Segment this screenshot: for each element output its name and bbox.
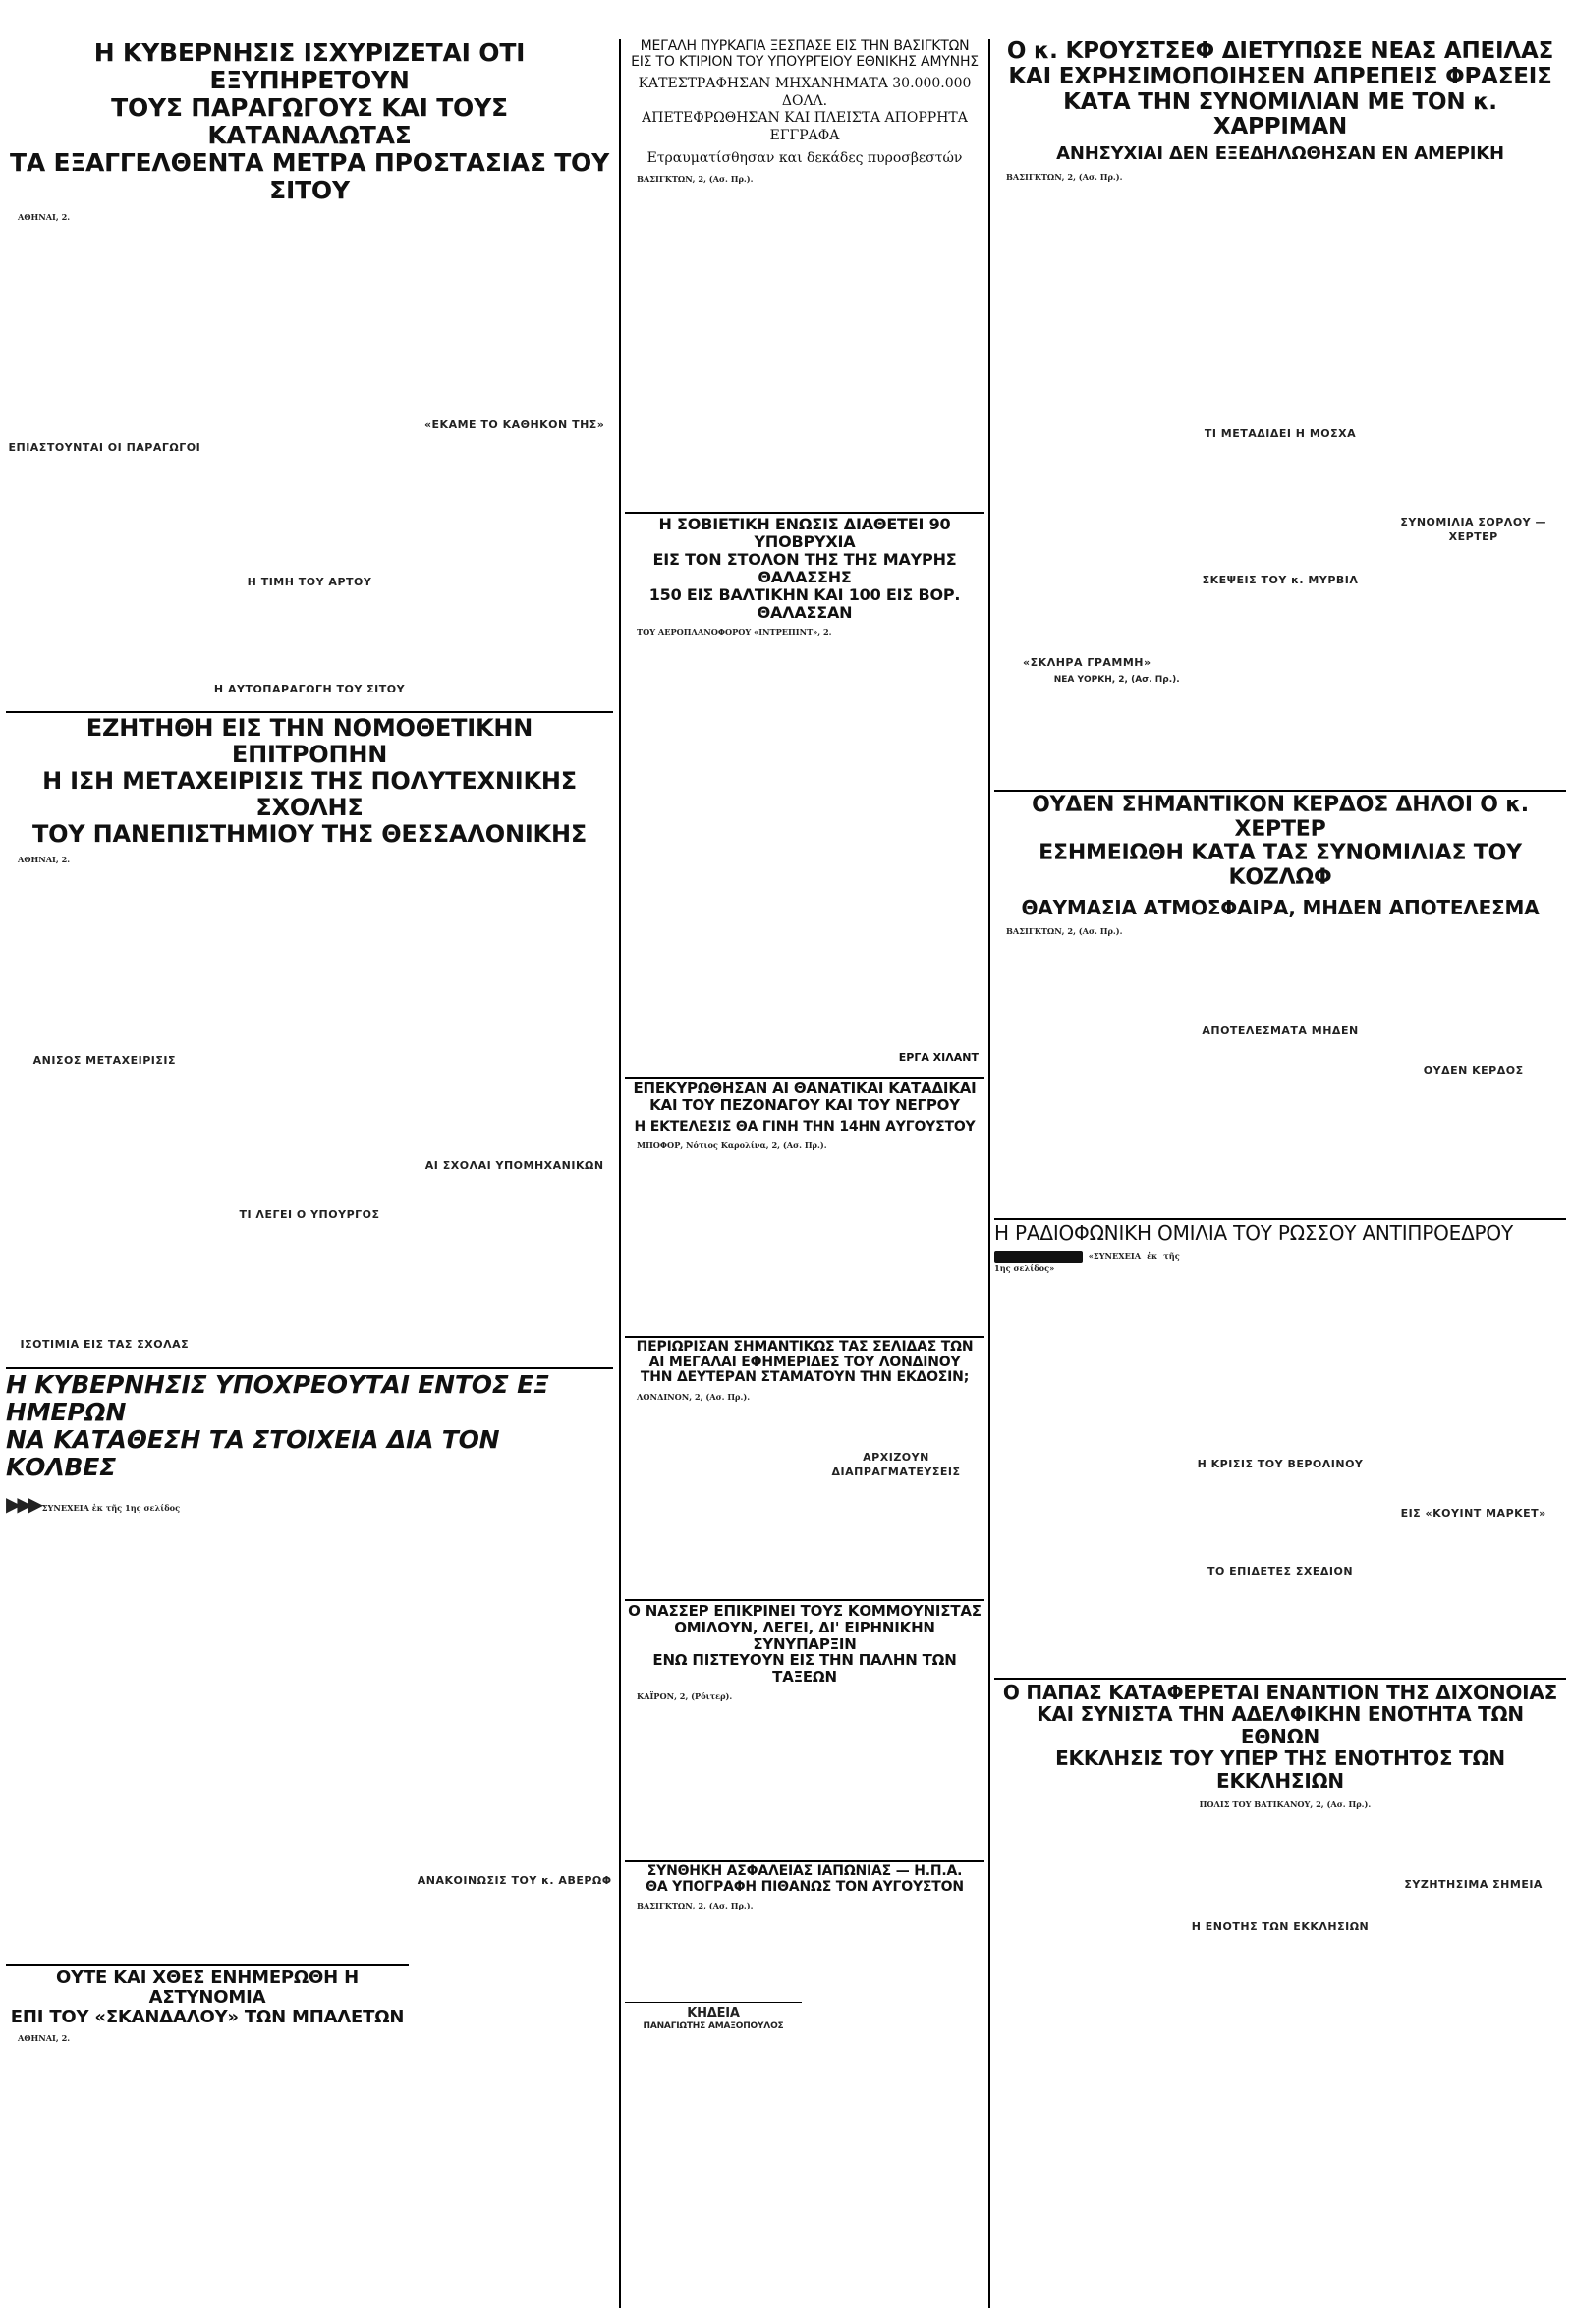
section-rule: [994, 790, 1566, 792]
headline: ΣΥΝΘΗΚΗ ΑΣΦΑΛΕΙΑΣ ΙΑΠΩΝΙΑΣ — Η.Π.Α. ΘΑ ΥΠΟΓΡΑΦΗ ΠΙΘΑΝΩΣ ΤΟΝ ΑΥΓΟΥΣΤΟΝ: [646, 1864, 964, 1895]
article-ypovrychia: [625, 516, 984, 1076]
dateline: ΑΘΗΝΑΙ, 2.: [18, 212, 71, 222]
section-rule: [625, 1599, 984, 1601]
article-balleta: [6, 1968, 409, 2312]
subhead: ΤΙ ΜΕΤΑΔΙΔΕΙ Η ΜΟΣΧΑ: [1204, 427, 1357, 441]
dateline: ΚΑΪΡΟΝ, 2, (Ρόιτερ).: [637, 1690, 733, 1701]
section-rule: [994, 1678, 1566, 1680]
subhead: Η ΑΥΤΟΠΑΡΑΓΩΓΗ ΤΟΥ ΣΙΤΟΥ: [213, 682, 406, 695]
section-rule: [625, 1860, 984, 1862]
article-polytechniki: [6, 715, 613, 1363]
notice-title: ΚΗΔΕΙΑ: [687, 2006, 740, 2021]
deck: ΑΝΗΣΥΧΙΑΙ ΔΕΝ ΕΞΕΔΗΛΩΘΗΣΑΝ ΕΝ ΑΜΕΡΙΚΗ: [1056, 143, 1504, 164]
deck: ΘΑΥΜΑΣΙΑ ΑΤΜΟΣΦΑΙΡΑ, ΜΗΔΕΝ ΑΠΟΤΕΛΕΣΜΑ: [1021, 895, 1540, 919]
article-sitou: [6, 39, 613, 707]
article-kolbes: [6, 1371, 613, 1961]
headline: Η ΣΟΒΙΕΤΙΚΗ ΕΝΩΣΙΣ ΔΙΑΘΕΤΕΙ 90 ΥΠΟΒΡΥΧΙΑ ΕΙΣ ΤΟΝ ΣΤΟΛΟΝ ΤΗΣ ΤΗΣ ΜΑΥΡΗΣ ΘΑΛΑΣΣΗΣ 150 ΕΙΣ ΒΑΛΤΙΚΗΝ ΚΑΙ 100 ΕΙΣ ΒΟΡ. ΘΑΛΑΣΣΑΝ: [648, 516, 961, 622]
dateline: ΠΟΛΙΣ ΤΟΥ ΒΑΤΙΚΑΝΟΥ, 2, (Ασ. Πρ.).: [1199, 1798, 1372, 1809]
ink-ornament-icon: [994, 1251, 1083, 1263]
dateline: ΤΟΥ ΑΕΡΟΠΛΑΝΟΦΟΡΟΥ «ΙΝΤΡΕΠΙΝΤ», 2.: [637, 627, 832, 637]
dateline: ΑΘΗΝΑΙ, 2.: [18, 855, 71, 865]
article-pyrkagia: [625, 39, 984, 511]
subhead: ΣΚΕΨΕΙΣ ΤΟΥ κ. ΜΥΡΒΙΛ: [1202, 573, 1359, 586]
section-rule: [625, 1336, 984, 1338]
subhead: Η ΤΙΜΗ ΤΟΥ ΑΡΤΟΥ: [247, 576, 372, 588]
headline: ΟΥΔΕΝ ΣΗΜΑΝΤΙΚΟΝ ΚΕΡΔΟΣ ΔΗΛΟΙ Ο κ. ΧΕΡΤΕΡ ΕΣΗΜΕΙΩΘΗ ΚΑΤΑ ΤΑΣ ΣΥΝΟΜΙΛΙΑΣ ΤΟΥ ΚΟΖΛΩΦ: [1032, 794, 1529, 890]
article-iaponia: [625, 1864, 984, 2316]
article-nasser: [625, 1603, 984, 1858]
dateline: ΒΑΣΙΓΚΤΩΝ, 2, (Ασ. Πρ.).: [1006, 172, 1123, 183]
dateline: ΜΠΟΦΟΡ, Νότιος Καρολίνα, 2, (Ασ. Πρ.).: [637, 1140, 827, 1151]
subhead: ΑΝΙΣΟΣ ΜΕΤΑΧΕΙΡΙΣΙΣ: [32, 1054, 177, 1068]
section-rule: [625, 1077, 984, 1079]
headline: ΜΕΓΑΛΗ ΠΥΡΚΑΓΙΑ ΞΕΣΠΑΣΕ ΕΙΣ ΤΗΝ ΒΑΣΙΓΚΤΩΝ ΕΙΣ ΤΟ ΚΤΙΡΙΟΝ ΤΟΥ ΥΠΟΥΡΓΕΙΟΥ ΕΘΝΙΚΗΣ ΑΜΥΝΗΣ: [631, 39, 979, 70]
deck: ΚΑΤΕΣΤΡΑΦΗΣΑΝ ΜΗΧΑΝΗΜΑΤΑ 30.000.000 ΔΟΛΛ. ΑΠΕΤΕΦΡΩΘΗΣΑΝ ΚΑΙ ΠΛΕΙΣΤΑ ΑΠΟΡΡΗΤΑ ΕΓΓΡΑΦΑ: [638, 76, 972, 143]
deck: Η ΕΚΤΕΛΕΣΙΣ ΘΑ ΓΙΝΗ ΤΗΝ 14ΗΝ ΑΥΓΟΥΣΤΟΥ: [634, 1118, 976, 1134]
section-rule: [6, 1367, 613, 1369]
section-rule: [6, 1964, 409, 1966]
subhead: ΕΙΣ «ΚΟΥΙΝΤ ΜΑΡΚΕΤ»: [1400, 1507, 1546, 1521]
arrows-icon: ▶▶▶: [6, 1492, 40, 1516]
headline: ΕΖΗΤΗΘΗ ΕΙΣ ΤΗΝ ΝΟΜΟΘΕΤΙΚΗΝ ΕΠΙΤΡΟΠΗΝ Η ΙΣΗ ΜΕΤΑΧΕΙΡΙΣΙΣ ΤΗΣ ΠΟΛΥΤΕΧΝΙΚΗΣ ΣΧΟΛΗΣ ΤΟΥ ΠΑΝΕΠΙΣΤΗΜΙΟΥ ΤΗΣ ΘΕΣΣΑΛΟΝΙΚΗΣ: [31, 715, 588, 848]
lead: «ΣΥΝΕΧΕΙΑ ἐκ τῆς 1ης σελίδος»: [994, 1251, 1180, 1274]
tagline: Ετραυματίσθησαν και δεκάδες πυροσβεστών: [646, 150, 963, 167]
subhead: ΑΙ ΣΧΟΛΑΙ ΥΠΟΜΗΧΑΝΙΚΩΝ: [424, 1159, 604, 1173]
headline: Η ΚΥΒΕΡΝΗΣΙΣ ΥΠΟΧΡΕΟΥΤΑΙ ΕΝΤΟΣ ΕΞ ΗΜΕΡΩΝ ΝΑ ΚΑΤΑΘΕΣΗ ΤΑ ΣΤΟΙΧΕΙΑ ΔΙΑ ΤΟΝ ΚΟΛΒΕΣ: [6, 1371, 549, 1481]
subhead: ΑΝΑΚΟΙΝΩΣΙΣ ΤΟΥ κ. ΑΒΕΡΩΦ: [417, 1874, 612, 1887]
column-rule: [619, 39, 621, 2308]
subhead: ΙΣΟΤΙΜΙΑ ΕΙΣ ΤΑΣ ΣΧΟΛΑΣ: [20, 1337, 190, 1351]
signature: ΝΕΑ ΥΟΡΚΗ, 2, (Ασ. Πρ.).: [1053, 674, 1180, 685]
subhead: «ΣΚΛΗΡΑ ΓΡΑΜΜΗ»: [1023, 655, 1151, 669]
column-rule: [988, 39, 990, 2308]
lead: ΣΥΝΕΧΕΙΑ ἐκ τῆς 1ης σελίδος: [41, 1503, 181, 1513]
subhead: ΤΙ ΛΕΓΕΙ Ο ΥΠΟΥΡΓΟΣ: [239, 1208, 380, 1222]
article-harter: [994, 794, 1566, 1216]
headline: Ο ΝΑΣΣΕΡ ΕΠΙΚΡΙΝΕΙ ΤΟΥΣ ΚΟΜΜΟΥΝΙΣΤΑΣ ΟΜΙΛΟΥΝ, ΛΕΓΕΙ, ΔΙ' ΕΙΡΗΝΙΚΗΝ ΣΥΝΥΠΑΡΞΙΝ ΕΝΩ ΠΙΣΤΕΥΟΥΝ ΕΙΣ ΤΗΝ ΠΑΛΗΝ ΤΩΝ ΤΑΞΕΩΝ: [628, 1603, 982, 1687]
notice-name: ΠΑΝΑΓΙΩΤΗΣ ΑΜΑΞΟΠΟΥΛΟΣ: [643, 2020, 784, 2031]
subhead: ΟΥΔΕΝ ΚΕΡΔΟΣ: [1423, 1063, 1524, 1077]
dateline: ΒΑΣΙΓΚΤΩΝ, 2, (Ασ. Πρ.).: [1006, 925, 1123, 936]
article-kroustsef: [994, 39, 1566, 786]
subhead: ΣΥΝΟΜΙΛΙΑ ΣΟΡΛΟΥ — ΧΕΡΤΕΡ: [1400, 516, 1546, 543]
subhead: ΑΡΧΙΖΟΥΝ ΔΙΑΠΡΑΓΜΑΤΕΥΣΕΙΣ: [831, 1451, 961, 1478]
subhead: ΤΟ ΕΠΙΔΕΤΕΣ ΣΧΕΔΙΟΝ: [1207, 1564, 1354, 1577]
headline: ΕΠΕΚΥΡΩΘΗΣΑΝ ΑΙ ΘΑΝΑΤΙΚΑΙ ΚΑΤΑΔΙΚΑΙ ΚΑΙ ΤΟΥ ΠΕΖΟΝΑΓΟΥ ΚΑΙ ΤΟΥ ΝΕΓΡΟΥ: [633, 1080, 977, 1114]
section-rule: [994, 1218, 1566, 1220]
article-radiofoniki: [994, 1222, 1566, 1674]
headline: ΠΕΡΙΩΡΙΣΑΝ ΣΗΜΑΝΤΙΚΩΣ ΤΑΣ ΣΕΛΙΔΑΣ ΤΩΝ ΑΙ ΜΕΓΑΛΑΙ ΕΦΗΜΕΡΙΔΕΣ ΤΟΥ ΛΟΝΔΙΝΟΥ ΤΗΝ ΔΕΥΤΕΡΑΝ ΣΤΑΜΑΤΟΥΝ ΤΗΝ ΕΚΔΟΣΙΝ;: [636, 1340, 974, 1386]
section-rule: [6, 711, 613, 713]
article-thanatikes: [625, 1080, 984, 1336]
headline: Ο ΠΑΠΑΣ ΚΑΤΑΦΕΡΕΤΑΙ ΕΝΑΝΤΙΟΝ ΤΗΣ ΔΙΧΟΝΟΙΑΣ ΚΑΙ ΣΥΝΙΣΤΑ ΤΗΝ ΑΔΕΛΦΙΚΗΝ ΕΝΟΤΗΤΑ ΤΩΝ ΕΘΝΩΝ ΕΚΚΛΗΣΙΣ ΤΟΥ ΥΠΕΡ ΤΗΣ ΕΝΟΤΗΤΟΣ ΤΩΝ ΕΚΚΛΗΣΙΩΝ: [1002, 1682, 1558, 1793]
subhead: ΑΠΟΤΕΛΕΣΜΑΤΑ ΜΗΔΕΝ: [1202, 1024, 1359, 1037]
dateline: ΒΑΣΙΓΚΤΩΝ, 2, (Ασ. Πρ.).: [637, 1901, 754, 1911]
subhead: ΕΠΙΑΣΤΟΥΝΤΑΙ ΟΙ ΠΑΡΑΓΩΓΟΙ: [8, 440, 201, 454]
signature: ΕΡΓΑ ΧΙΛΑΝΤ: [898, 1051, 979, 1064]
subhead: Η ΚΡΙΣΙΣ ΤΟΥ ΒΕΡΟΛΙΝΟΥ: [1197, 1458, 1364, 1471]
dateline: ΒΑΣΙΓΚΤΩΝ, 2, (Ασ. Πρ.).: [637, 173, 754, 184]
headline: ΟΥΤΕ ΚΑΙ ΧΘΕΣ ΕΝΗΜΕΡΩΘΗ Η ΑΣΤΥΝΟΜΙΑ ΕΠΙ ΤΟΥ «ΣΚΑΝΔΑΛΟΥ» ΤΩΝ ΜΠΑΛΕΤΩΝ: [10, 1968, 405, 2028]
dateline: ΑΘΗΝΑΙ, 2.: [18, 2033, 71, 2044]
funeral-notice: [625, 2002, 802, 2031]
headline: Η ΡΑΔΙΟΦΩΝΙΚΗ ΟΜΙΛΙΑ ΤΟΥ ΡΩΣΣΟΥ ΑΝΤΙΠΡΟΕΔΡΟΥ: [994, 1222, 1513, 1245]
article-londino: [625, 1340, 984, 1595]
headline: Η ΚΥΒΕΡΝΗΣΙΣ ΙΣΧΥΡΙΖΕΤΑΙ ΟΤΙ ΕΞΥΠΗΡΕΤΟΥΝ ΤΟΥΣ ΠΑΡΑΓΩΓΟΥΣ ΚΑΙ ΤΟΥΣ ΚΑΤΑΝΑΛΩΤΑΣ ΤΑ ΕΞΑΓΓΕΛΘΕΝΤΑ ΜΕΤΡΑ ΠΡΟΣΤΑΣΙΑΣ ΤΟΥ ΣΙΤΟΥ: [9, 39, 610, 204]
headline: Ο κ. ΚΡΟΥΣΤΣΕΦ ΔΙΕΤΥΠΩΣΕ ΝΕΑΣ ΑΠΕΙΛΑΣ ΚΑΙ ΕΧΡΗΣΙΜΟΠΟΙΗΣΕΝ ΑΠΡΕΠΕΙΣ ΦΡΑΣΕΙΣ ΚΑΤΑ ΤΗΝ ΣΥΝΟΜΙΛΙΑΝ ΜΕ ΤΟΝ κ. ΧΑΡΡΙΜΑΝ: [1006, 39, 1554, 140]
subhead: ΣΥΖΗΤΗΣΙΜΑ ΣΗΜΕΙΑ: [1404, 1877, 1543, 1891]
article-papas: [994, 1682, 1566, 2316]
subhead: «ΕΚΑΜΕ ΤΟ ΚΑΘΗΚΟΝ ΤΗΣ»: [423, 418, 605, 431]
subhead: Η ΕΝΟΤΗΣ ΤΩΝ ΕΚΚΛΗΣΙΩΝ: [1191, 1919, 1370, 1933]
dateline: ΛΟΝΔΙΝΟΝ, 2, (Ασ. Πρ.).: [637, 1392, 751, 1403]
section-rule: [625, 512, 984, 514]
